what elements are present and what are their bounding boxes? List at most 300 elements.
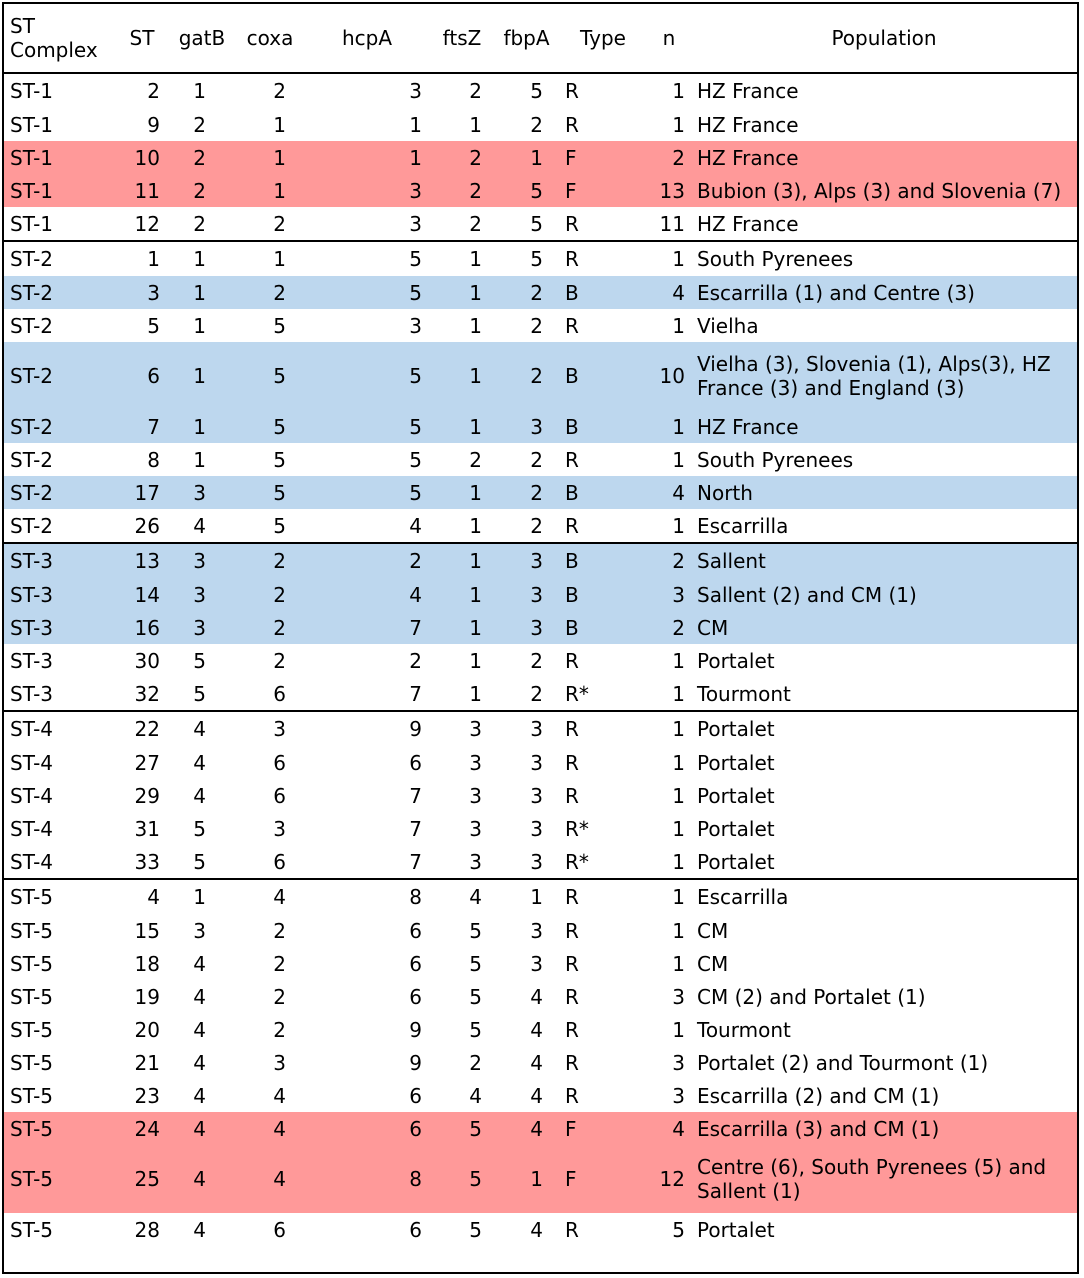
cell-st: 11 — [116, 174, 168, 207]
cell-gatb: 1 — [193, 313, 206, 338]
cell-coxa: 5 — [236, 476, 304, 509]
cell-ftsz: 3 — [469, 849, 482, 874]
cell-ftsz: 5 — [430, 1145, 494, 1213]
cell-fbpa: 3 — [530, 951, 543, 976]
cell-hcpa: 2 — [409, 648, 422, 673]
cell-population: Sallent (2) and CM (1) — [691, 578, 1077, 611]
cell-type: R — [565, 750, 579, 775]
cell-n: 1 — [672, 681, 685, 706]
cell-type: R — [565, 112, 579, 137]
cell-st-complex: ST-3 — [4, 611, 116, 644]
cell-population: CM — [691, 611, 1077, 644]
cell-population: Escarrilla (3) and CM (1) — [691, 1112, 1077, 1145]
cell-ftsz: 3 — [469, 783, 482, 808]
cell-fbpa: 4 — [530, 1217, 543, 1242]
cell-coxa: 5 — [236, 342, 304, 410]
cell-n: 5 — [672, 1217, 685, 1242]
cell-type: R — [565, 1217, 579, 1242]
cell-fbpa: 3 — [494, 611, 559, 644]
cell-st: 23 — [134, 1083, 160, 1108]
cell-ftsz: 5 — [469, 1017, 482, 1042]
cell-coxa: 2 — [236, 611, 304, 644]
cell-population: HZ France — [691, 73, 1077, 108]
cell-coxa: 2 — [236, 73, 304, 108]
table-row — [4, 947, 1077, 980]
cell-n: 1 — [672, 951, 685, 976]
cell-type: B — [559, 578, 647, 611]
cell-population: Tourmont — [697, 1017, 791, 1042]
cell-coxa: 5 — [273, 313, 286, 338]
cell-n: 11 — [659, 211, 685, 236]
cell-st: 28 — [134, 1217, 160, 1242]
cell-gatb: 4 — [193, 513, 206, 538]
cell-type: R — [559, 241, 647, 276]
cell-ftsz: 1 — [430, 611, 494, 644]
table-row — [4, 207, 1077, 241]
cell-hcpa: 5 — [304, 410, 430, 443]
cell-ftsz: 4 — [469, 1083, 482, 1108]
cell-coxa: 4 — [236, 1145, 304, 1213]
cell-fbpa: 3 — [494, 711, 559, 746]
cell-gatb: 3 — [168, 543, 236, 578]
cell-hcpa: 5 — [304, 342, 430, 410]
cell-fbpa: 2 — [530, 648, 543, 673]
cell-st: 2 — [116, 73, 168, 108]
cell-st: 9 — [147, 112, 160, 137]
header-n: n — [662, 26, 676, 50]
cell-population: Portalet — [697, 783, 775, 808]
cell-coxa: 2 — [236, 543, 304, 578]
cell-st-complex: ST-4 — [10, 750, 54, 775]
cell-ftsz: 1 — [430, 410, 494, 443]
cell-coxa: 1 — [236, 141, 304, 174]
cell-st: 33 — [134, 849, 160, 874]
cell-population: Portalet — [697, 1217, 775, 1242]
cell-population: Portalet (2) and Tourmont (1) — [697, 1050, 989, 1075]
cell-type: R — [559, 711, 647, 746]
cell-hcpa: 7 — [304, 611, 430, 644]
cell-ftsz: 2 — [430, 73, 494, 108]
cell-hcpa: 9 — [304, 711, 430, 746]
table-body — [4, 73, 1077, 1246]
cell-population: HZ France — [691, 141, 1077, 174]
cell-n: 13 — [647, 174, 691, 207]
cell-population: CM — [697, 951, 729, 976]
cell-ftsz: 1 — [430, 543, 494, 578]
cell-st-complex: ST-5 — [4, 1145, 116, 1213]
header-fbpa: fbpA — [503, 26, 550, 50]
cell-st: 8 — [147, 447, 160, 472]
table-row — [4, 1112, 1077, 1145]
cell-n: 2 — [647, 543, 691, 578]
cell-ftsz: 2 — [469, 447, 482, 472]
table-row — [4, 174, 1077, 207]
cell-fbpa: 5 — [494, 241, 559, 276]
header-st-complex: ST Complex — [10, 14, 98, 62]
cell-fbpa: 3 — [530, 918, 543, 943]
cell-hcpa: 1 — [409, 112, 422, 137]
cell-fbpa: 1 — [494, 879, 559, 914]
cell-st-complex: ST-4 — [10, 783, 54, 808]
cell-population: Escarrilla (1) and Centre (3) — [691, 276, 1077, 309]
cell-hcpa: 4 — [304, 578, 430, 611]
cell-n: 3 — [672, 1050, 685, 1075]
cell-n: 1 — [672, 750, 685, 775]
cell-gatb: 2 — [193, 112, 206, 137]
cell-type: R — [565, 447, 579, 472]
cell-st-complex: ST-5 — [10, 951, 54, 976]
cell-st-complex: ST-3 — [4, 578, 116, 611]
cell-gatb: 1 — [193, 447, 206, 472]
cell-gatb: 4 — [168, 1145, 236, 1213]
cell-st-complex: ST-1 — [4, 174, 116, 207]
cell-ftsz: 2 — [430, 174, 494, 207]
cell-coxa: 6 — [273, 849, 286, 874]
cell-st-complex: ST-2 — [4, 476, 116, 509]
cell-gatb: 5 — [193, 849, 206, 874]
cell-ftsz: 1 — [430, 342, 494, 410]
cell-type: R — [565, 1017, 579, 1042]
cell-coxa: 3 — [236, 711, 304, 746]
cell-st: 27 — [134, 750, 160, 775]
table-row — [4, 73, 1077, 108]
cell-ftsz: 3 — [430, 711, 494, 746]
cell-coxa: 5 — [273, 513, 286, 538]
cell-population: Portalet — [697, 750, 775, 775]
cell-population: CM (2) and Portalet (1) — [697, 984, 926, 1009]
table-row — [4, 914, 1077, 947]
cell-fbpa: 2 — [530, 513, 543, 538]
table-row — [4, 309, 1077, 342]
cell-st-complex: ST-3 — [4, 543, 116, 578]
cell-coxa: 2 — [236, 276, 304, 309]
cell-n: 3 — [672, 1083, 685, 1108]
table-row — [4, 1079, 1077, 1112]
cell-gatb: 2 — [168, 141, 236, 174]
cell-st: 30 — [134, 648, 160, 673]
cell-population: Portalet — [697, 648, 775, 673]
cell-hcpa: 3 — [409, 313, 422, 338]
cell-gatb: 5 — [193, 816, 206, 841]
cell-coxa: 6 — [273, 1217, 286, 1242]
cell-gatb: 4 — [193, 1050, 206, 1075]
cell-ftsz: 1 — [430, 276, 494, 309]
cell-population: Portalet — [697, 816, 775, 841]
cell-st: 13 — [116, 543, 168, 578]
cell-fbpa: 3 — [530, 849, 543, 874]
cell-hcpa: 7 — [409, 783, 422, 808]
cell-hcpa: 6 — [409, 750, 422, 775]
table-row — [4, 1046, 1077, 1079]
cell-n: 1 — [672, 816, 685, 841]
cell-st: 16 — [116, 611, 168, 644]
cell-fbpa: 4 — [494, 1112, 559, 1145]
cell-gatb: 2 — [193, 211, 206, 236]
cell-gatb: 3 — [168, 578, 236, 611]
cell-hcpa: 5 — [304, 241, 430, 276]
cell-hcpa: 7 — [409, 849, 422, 874]
cell-ftsz: 1 — [469, 681, 482, 706]
cell-gatb: 2 — [168, 174, 236, 207]
cell-hcpa: 9 — [409, 1050, 422, 1075]
cell-hcpa: 6 — [409, 918, 422, 943]
cell-type: R — [565, 918, 579, 943]
cell-n: 1 — [647, 711, 691, 746]
cell-type: B — [559, 543, 647, 578]
cell-fbpa: 3 — [494, 543, 559, 578]
cell-st: 32 — [134, 681, 160, 706]
cell-n: 1 — [672, 918, 685, 943]
cell-ftsz: 1 — [469, 112, 482, 137]
cell-hcpa: 8 — [304, 1145, 430, 1213]
cell-ftsz: 5 — [430, 1112, 494, 1145]
cell-gatb: 4 — [193, 750, 206, 775]
cell-type: R — [565, 313, 579, 338]
header-row — [4, 4, 1077, 73]
cell-fbpa: 5 — [494, 73, 559, 108]
cell-n: 1 — [672, 313, 685, 338]
cell-st-complex: ST-1 — [4, 141, 116, 174]
cell-fbpa: 4 — [530, 1017, 543, 1042]
cell-ftsz: 1 — [469, 313, 482, 338]
cell-coxa: 5 — [236, 410, 304, 443]
cell-fbpa: 4 — [530, 1083, 543, 1108]
cell-gatb: 5 — [193, 681, 206, 706]
table-row — [4, 644, 1077, 677]
table-row — [4, 476, 1077, 509]
cell-hcpa: 6 — [409, 951, 422, 976]
cell-population: Tourmont — [697, 681, 791, 706]
cell-st-complex: ST-5 — [10, 1050, 54, 1075]
cell-gatb: 1 — [168, 410, 236, 443]
cell-ftsz: 3 — [469, 816, 482, 841]
cell-type: B — [559, 276, 647, 309]
cell-ftsz: 5 — [469, 1217, 482, 1242]
cell-n: 4 — [647, 1112, 691, 1145]
cell-st: 24 — [116, 1112, 168, 1145]
cell-st-complex: ST-1 — [10, 211, 54, 236]
cell-type: R — [565, 951, 579, 976]
cell-ftsz: 1 — [430, 578, 494, 611]
cell-coxa: 2 — [273, 984, 286, 1009]
cell-hcpa: 3 — [304, 174, 430, 207]
cell-st-complex: ST-5 — [4, 879, 116, 914]
cell-population: South Pyrenees — [691, 241, 1077, 276]
cell-n: 3 — [672, 984, 685, 1009]
cell-st-complex: ST-2 — [10, 447, 54, 472]
cell-st: 14 — [116, 578, 168, 611]
cell-type: R — [565, 648, 579, 673]
cell-st-complex: ST-2 — [4, 342, 116, 410]
header-population: Population — [831, 26, 937, 50]
cell-type: F — [559, 141, 647, 174]
cell-st: 29 — [134, 783, 160, 808]
cell-n: 3 — [647, 578, 691, 611]
cell-st: 19 — [134, 984, 160, 1009]
cell-fbpa: 4 — [530, 984, 543, 1009]
cell-st-complex: ST-1 — [4, 73, 116, 108]
cell-st-complex: ST-5 — [10, 984, 54, 1009]
cell-st-complex: ST-2 — [10, 313, 54, 338]
cell-type: R — [565, 1083, 579, 1108]
cell-ftsz: 5 — [469, 984, 482, 1009]
cell-type: B — [559, 342, 647, 410]
cell-gatb: 4 — [168, 1112, 236, 1145]
cell-n: 1 — [672, 648, 685, 673]
cell-st-complex: ST-4 — [10, 849, 54, 874]
cell-hcpa: 2 — [304, 543, 430, 578]
cell-population: HZ France — [697, 112, 799, 137]
cell-ftsz: 1 — [469, 513, 482, 538]
cell-st: 25 — [116, 1145, 168, 1213]
table-row — [4, 980, 1077, 1013]
cell-hcpa: 3 — [409, 211, 422, 236]
table-row — [4, 677, 1077, 711]
cell-population: Centre (6), South Pyrenees (5) and Sallent (1) — [691, 1145, 1077, 1213]
cell-fbpa: 2 — [530, 112, 543, 137]
cell-st: 5 — [147, 313, 160, 338]
cell-ftsz: 1 — [430, 241, 494, 276]
cell-coxa: 2 — [273, 211, 286, 236]
cell-fbpa: 4 — [530, 1050, 543, 1075]
cell-population: Sallent — [691, 543, 1077, 578]
cell-gatb: 1 — [168, 73, 236, 108]
cell-fbpa: 5 — [530, 211, 543, 236]
cell-population: CM — [697, 918, 729, 943]
table-row — [4, 543, 1077, 578]
cell-hcpa: 6 — [409, 984, 422, 1009]
table-row — [4, 276, 1077, 309]
cell-hcpa: 6 — [409, 1083, 422, 1108]
cell-gatb: 5 — [193, 648, 206, 673]
cell-type: R — [565, 783, 579, 808]
cell-gatb: 4 — [193, 783, 206, 808]
table-row — [4, 779, 1077, 812]
cell-hcpa: 5 — [409, 447, 422, 472]
cell-fbpa: 5 — [494, 174, 559, 207]
cell-st-complex: ST-5 — [10, 1083, 54, 1108]
cell-gatb: 3 — [193, 918, 206, 943]
cell-fbpa: 1 — [494, 1145, 559, 1213]
cell-hcpa: 6 — [409, 1217, 422, 1242]
cell-type: R — [565, 211, 579, 236]
cell-hcpa: 6 — [304, 1112, 430, 1145]
cell-hcpa: 5 — [304, 276, 430, 309]
cell-hcpa: 1 — [304, 141, 430, 174]
cell-st-complex: ST-5 — [10, 1217, 54, 1242]
cell-n: 10 — [647, 342, 691, 410]
cell-st-complex: ST-2 — [4, 241, 116, 276]
cell-st-complex: ST-3 — [10, 681, 54, 706]
table-row — [4, 1213, 1077, 1246]
header-st: ST — [129, 26, 155, 50]
cell-n: 2 — [647, 611, 691, 644]
cell-n: 1 — [672, 112, 685, 137]
cell-fbpa: 2 — [494, 276, 559, 309]
cell-hcpa: 9 — [409, 1017, 422, 1042]
cell-n: 1 — [672, 849, 685, 874]
cell-ftsz: 1 — [430, 476, 494, 509]
cell-coxa: 2 — [236, 578, 304, 611]
cell-type: R — [559, 879, 647, 914]
cell-type: F — [559, 174, 647, 207]
cell-coxa: 2 — [273, 918, 286, 943]
cell-population: Escarrilla — [697, 513, 789, 538]
cell-coxa: 6 — [273, 750, 286, 775]
cell-n: 1 — [647, 879, 691, 914]
cell-n: 12 — [647, 1145, 691, 1213]
table-row — [4, 578, 1077, 611]
cell-population: Portalet — [691, 711, 1077, 746]
cell-population: Portalet — [697, 849, 775, 874]
cell-st-complex: ST-4 — [10, 816, 54, 841]
cell-population: Escarrilla — [691, 879, 1077, 914]
cell-population: South Pyrenees — [697, 447, 854, 472]
cell-st: 1 — [116, 241, 168, 276]
cell-st-complex: ST-2 — [10, 513, 54, 538]
cell-hcpa: 5 — [304, 476, 430, 509]
cell-gatb: 3 — [168, 611, 236, 644]
cell-ftsz: 4 — [430, 879, 494, 914]
cell-hcpa: 8 — [304, 879, 430, 914]
cell-population: Vielha — [697, 313, 759, 338]
cell-gatb: 1 — [168, 276, 236, 309]
cell-n: 1 — [647, 241, 691, 276]
cell-ftsz: 3 — [469, 750, 482, 775]
cell-st: 10 — [116, 141, 168, 174]
cell-coxa: 4 — [236, 879, 304, 914]
cell-fbpa: 1 — [494, 141, 559, 174]
table-row — [4, 711, 1077, 746]
cell-coxa: 2 — [273, 648, 286, 673]
cell-ftsz: 1 — [469, 648, 482, 673]
cell-st: 31 — [134, 816, 160, 841]
cell-fbpa: 3 — [494, 410, 559, 443]
cell-fbpa: 2 — [530, 681, 543, 706]
cell-coxa: 6 — [273, 783, 286, 808]
cell-type: R — [565, 513, 579, 538]
table-row — [4, 342, 1077, 410]
cell-n: 2 — [647, 141, 691, 174]
table-row — [4, 1145, 1077, 1213]
cell-coxa: 1 — [236, 241, 304, 276]
cell-gatb: 4 — [193, 951, 206, 976]
cell-population: Bubion (3), Alps (3) and Slovenia (7) — [691, 174, 1077, 207]
cell-fbpa: 2 — [494, 476, 559, 509]
cell-hcpa: 4 — [409, 513, 422, 538]
cell-fbpa: 3 — [530, 750, 543, 775]
cell-fbpa: 2 — [530, 313, 543, 338]
cell-st-complex: ST-5 — [10, 918, 54, 943]
cell-population: HZ France — [691, 410, 1077, 443]
cell-st-complex: ST-5 — [10, 1017, 54, 1042]
cell-st-complex: ST-1 — [10, 112, 54, 137]
table-row — [4, 879, 1077, 914]
cell-gatb: 1 — [168, 879, 236, 914]
cell-n: 1 — [672, 447, 685, 472]
cell-coxa: 3 — [273, 1050, 286, 1075]
cell-hcpa: 7 — [409, 816, 422, 841]
cell-coxa: 3 — [273, 816, 286, 841]
cell-gatb: 4 — [193, 984, 206, 1009]
cell-gatb: 1 — [168, 342, 236, 410]
cell-type: B — [559, 611, 647, 644]
cell-st: 17 — [116, 476, 168, 509]
cell-coxa: 2 — [273, 1017, 286, 1042]
cell-coxa: 4 — [236, 1112, 304, 1145]
cell-n: 4 — [647, 276, 691, 309]
cell-gatb: 4 — [193, 1217, 206, 1242]
